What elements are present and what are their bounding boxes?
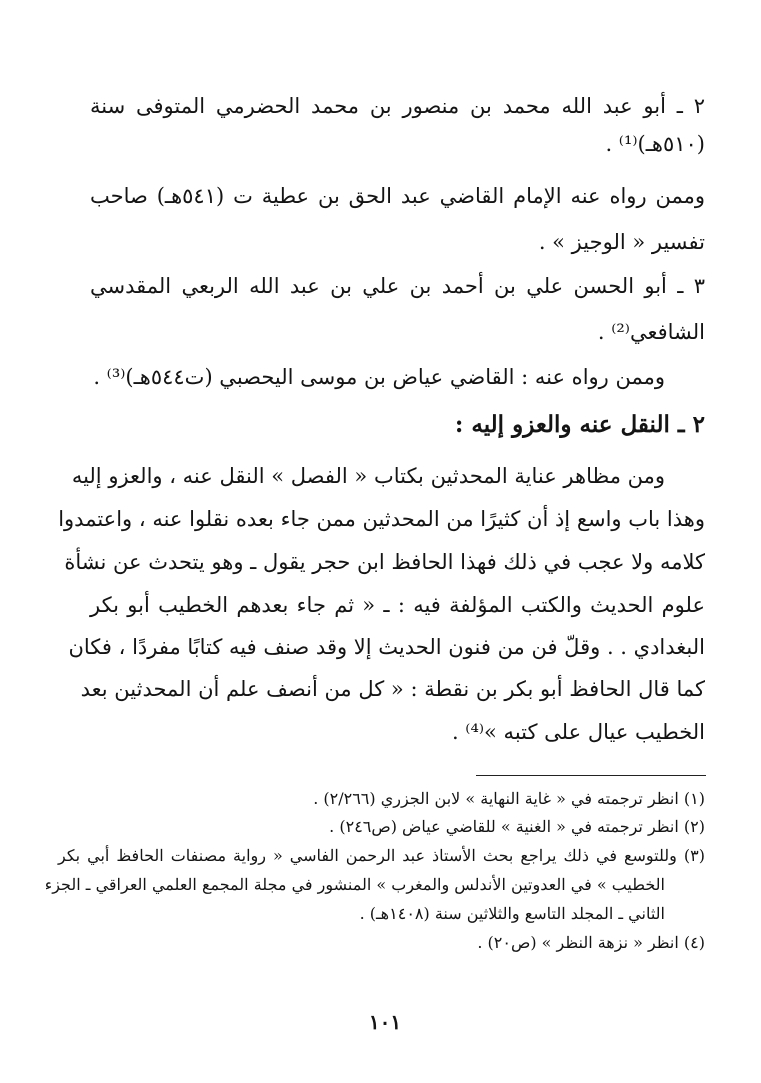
body-line: وممن رواه عنه : القاضي عياض بن موسى اليحصبي (ت٥٤٤هـ)⁽³⁾ . <box>93 365 665 389</box>
body-line: ٣ ـ أبو الحسن علي بن أحمد بن علي بن عبد الله الربعي المقدسي <box>90 274 705 298</box>
body-line: تفسير « الوجيز » . <box>538 230 705 254</box>
footnote: الثاني ـ المجلد التاسع والثلاثين سنة (١٤٠٨هـ) . <box>359 904 665 923</box>
body-line: ٢ ـ أبو عبد الله محمد بن منصور بن محمد الحضرمي المتوفى سنة <box>90 94 705 118</box>
body-line: الشافعي⁽²⁾ . <box>597 320 705 344</box>
paragraph-line: كما قال الحافظ أبو بكر بن نقطة : « كل من أنصف علم أن المحدثين بعد <box>80 677 705 701</box>
footnote: (١) انظر ترجمته في « غاية النهاية » لابن الجزري (٢/٢٦٦) . <box>313 789 705 808</box>
paragraph-line: وهذا باب واسع إذ أن كثيرًا من المحدثين ممن جاء بعده نقلوا عنه ، واعتمدوا <box>58 507 705 531</box>
footnote: (٣) وللتوسع في ذلك يراجع بحث الأستاذ عبد الرحمن الفاسي « رواية مصنفات الحافظ أبي بكر <box>58 846 705 865</box>
footnote: الخطيب » في العدوتين الأندلس والمغرب » المنشور في مجلة المجمع العلمي العراقي ـ الجزء <box>44 875 665 894</box>
page-number: ١٠١ <box>368 1010 402 1034</box>
paragraph-line: علوم الحديث والكتب المؤلفة فيه : ـ « ثم جاء بعدهم الخطيب أبو بكر <box>90 593 705 617</box>
section-heading: ٢ ـ النقل عنه والعزو إليه : <box>454 411 705 438</box>
paragraph-line: ومن مظاهر عناية المحدثين بكتاب « الفصل » النقل عنه ، والعزو إليه <box>71 464 665 488</box>
paragraph-line: البغدادي . . وقلّ فن من فنون الحديث إلا وقد صنف فيه كتابًا مفردًا ، فكان <box>68 635 705 659</box>
paragraph-line: كلامه ولا عجب في ذلك فهذا الحافظ ابن حجر يقول ـ وهو يتحدث عن نشأة <box>64 550 705 574</box>
footnote-divider <box>476 775 706 776</box>
body-line: (٥١٠هـ)⁽¹⁾ . <box>605 132 705 156</box>
body-line: وممن رواه عنه الإمام القاضي عبد الحق بن عطية ت (٥٤١هـ) صاحب <box>90 184 705 208</box>
paragraph-line: الخطيب عيال على كتبه »⁽⁴⁾ . <box>451 720 705 744</box>
footnote: (٢) انظر ترجمته في « الغنية » للقاضي عياض (ص٢٤٦) . <box>329 817 705 836</box>
footnote: (٤) انظر « نزهة النظر » (ص٢٠) . <box>477 933 705 952</box>
